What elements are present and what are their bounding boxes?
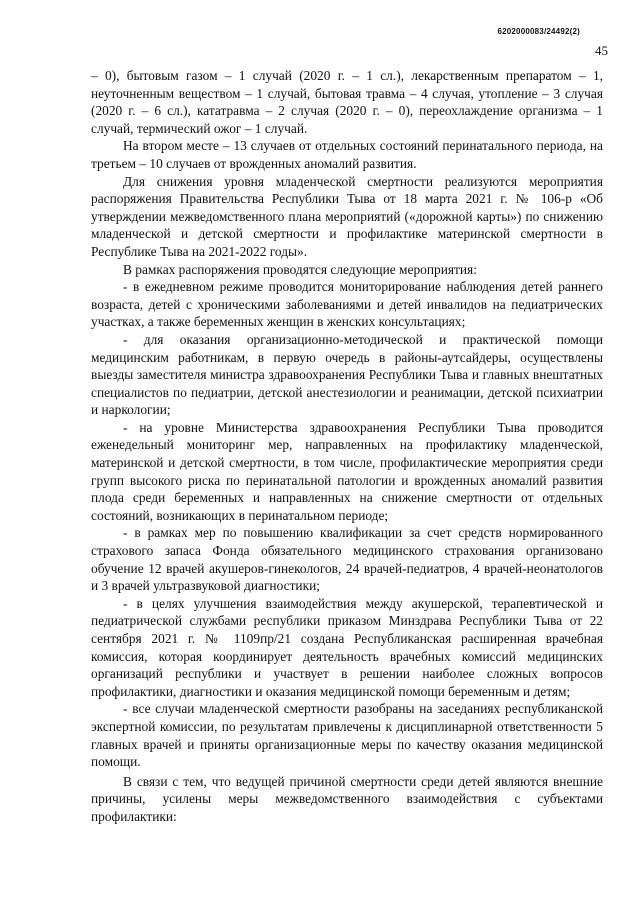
list-item-5: - в целях улучшения взаимодействия между акушерской, терапевтической и педиатрической службами республики приказом Минздрава Республики Тыва от 22 сентября 2021 г. № 1109пр/21 создана Республиканская расширенная врачебная комиссия, которая координирует деятельность врачебных комиссий медицинских организаций республики и участвует в решении наиболее сложных вопросов профилактики, диагностики и оказания медицинской помощи беременным и детям; (91, 595, 603, 699)
paragraph-4: В рамках распоряжения проводятся следующие мероприятия: (123, 261, 477, 277)
list-item-1: - в ежедневном режиме проводится мониторирование наблюдения детей раннего возраста, детей с хроническими заболеваниями и детей инвалидов на педиатрических участках, а также беременных женщин в женских консультациях; (91, 279, 603, 330)
list-item-6: - все случаи младенческой смертности разобраны на заседаниях республиканской экспертной комиссии, по результатам привлечены к дисциплинарной ответственности 5 главных врачей и приняты организационные меры по качеству оказания медицинской помощи. (91, 701, 603, 770)
list-item-3: - на уровне Министерства здравоохранения Республики Тыва проводится еженедельный мониторинг мер, направленных на профилактику младенческой, материнской и детской смертности, в том числе, профилактические мероприятия среди групп высокого риска по перинатальной патологии и врожденных аномалий развития плода среди беременных и направленных на снижение смертности от отдельных состояний, возникающих в перинатальном периоде; (91, 419, 603, 523)
paragraph-5: В связи с тем, что ведущей причиной смертности среди детей являются внешние причины, усилены меры межведомственного взаимодействия с субъектами профилактики: (91, 773, 603, 824)
page-number: 45 (595, 43, 608, 58)
list-item-4: - в рамках мер по повышению квалификации за счет средств нормированного страхового запаса Фонда обязательного медицинского страхования организовано обучение 12 врачей акушеров-гинекологов, 24 врачей-педиатров, 4 врачей-неонатологов и 3 врачей ультразвуковой диагностики; (91, 525, 603, 594)
paragraph-3: Для снижения уровня младенческой смертности реализуются мероприятия распоряжения Правительства Республики Тыва от 18 марта 2021 г. № 106-р «Об утверждении межведомственного плана мероприятий («дорожной карты») по снижению младенческой и детской смертности и профилактике материнской смертности в Республике Тыва на 2021-2022 годы». (91, 173, 603, 259)
paragraph-2: На втором месте – 13 случаев от отдельных состояний перинатального периода, на третьем – 10 случаев от врожденных аномалий развития. (91, 138, 603, 171)
document-id: 6202000083/24492(2) (497, 27, 580, 36)
paragraph-1: – 0), бытовым газом – 1 случай (2020 г. – 1 сл.), лекарственным препаратом – 1, неуточненным веществом – 1 случай, бытовая травма – 4 случая, утопление – 3 случая (2020 г. – 6 сл.), кататравма – 2 случая (2020 г. – 0), переохлаждение организма – 1 случай, термический ожог – 1 случай. (91, 68, 603, 136)
document-body (91, 67, 603, 826)
list-item-2: - для оказания организационно-методической и практической помощи медицинским работникам, в первую очередь в районы-аутсайдеры, осуществлены выезды заместителя министра здравоохранения Республики Тыва и главных внештатных специалистов по педиатрии, детской анестезиологии и реанимации, детской психиатрии и наркологии; (91, 331, 603, 418)
